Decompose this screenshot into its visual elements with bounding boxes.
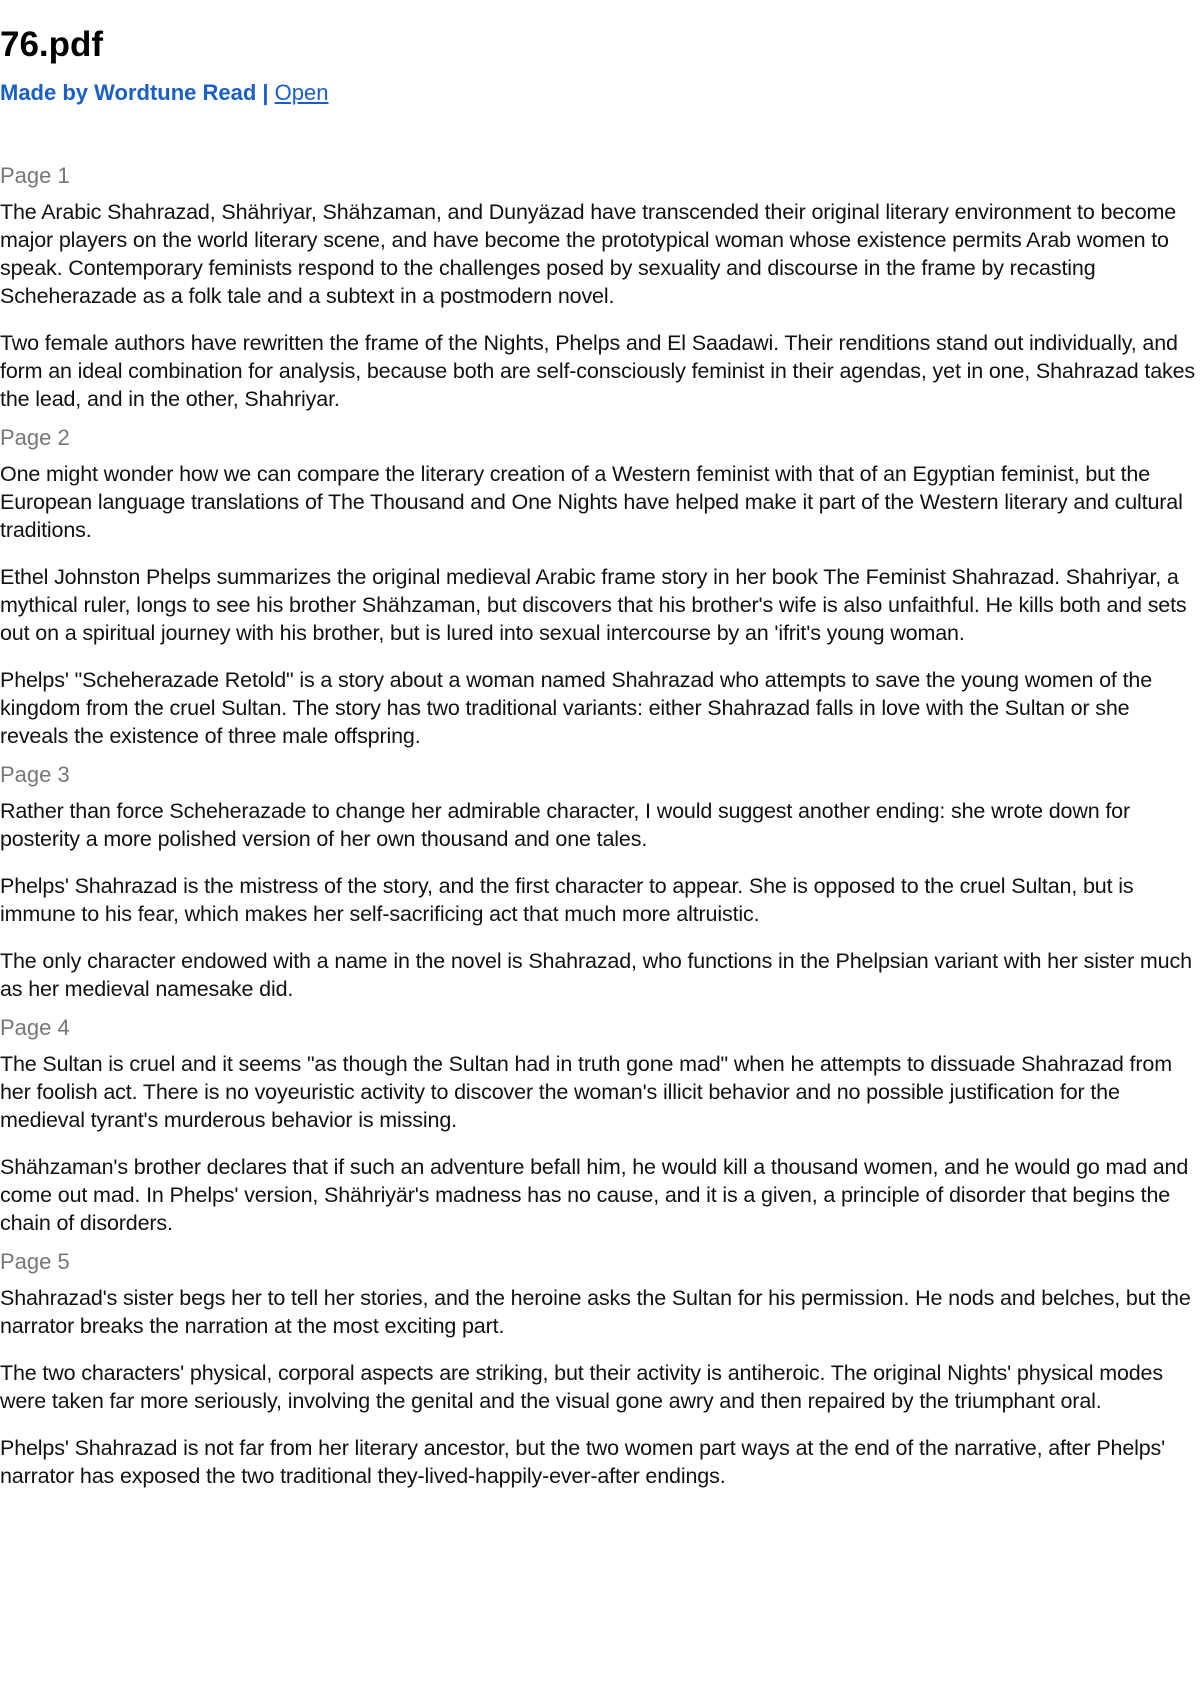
page-section-4 bbox=[0, 1014, 1200, 1237]
paragraph: Shahrazad's sister begs her to tell her stories, and the heroine asks the Sultan for his permission. He nods and belches, but the narrator breaks the narration at the most exciting part. bbox=[0, 1286, 1191, 1338]
page-label: Page 1 bbox=[0, 163, 70, 188]
paragraph: Phelps' "Scheherazade Retold" is a story about a woman named Shahrazad who attempts to save the young women of the kingdom from the cruel Sultan. The story has two traditional variants: either Shahrazad falls in love with the Sultan or she reveals the existence of three male offspring. bbox=[0, 668, 1153, 748]
page-label: Page 3 bbox=[0, 762, 70, 787]
made-by-label: Made by Wordtune Read | bbox=[0, 80, 275, 105]
paragraph: The two characters' physical, corporal aspects are striking, but their activity is antiheroic. The original Nights' physical modes were taken far more seriously, involving the genital and the visual gone awry and then repaired by the triumphant oral. bbox=[0, 1361, 1163, 1413]
page-label: Page 5 bbox=[0, 1249, 70, 1274]
paragraph: Phelps' Shahrazad is the mistress of the story, and the first character to appear. She is opposed to the cruel Sultan, but is immune to his fear, which makes her self-sacrificing act that much more altruistic. bbox=[0, 874, 1134, 926]
paragraph: Phelps' Shahrazad is not far from her literary ancestor, but the two women part ways at the end of the narrative, after Phelps' narrator has exposed the two traditional they-lived-happily-ever-after endings. bbox=[0, 1436, 1166, 1488]
paragraph: The Arabic Shahrazad, Shähriyar, Shähzaman, and Dunyäzad have transcended their original literary environment to become major players on the world literary scene, and have become the prototypical woman whose existence permits Arab women to speak. Contemporary feminists respond to the challenges posed by sexuality and discourse in the frame by recasting Scheherazade as a folk tale and a subtext in a postmodern novel. bbox=[0, 200, 1177, 308]
page-section-5 bbox=[0, 1248, 1200, 1490]
paragraph: Two female authors have rewritten the frame of the Nights, Phelps and El Saadawi. Their renditions stand out individually, and form an ideal combination for analysis, because both are self-consciously feminist in their agendas, yet in one, Shahrazad takes the lead, and in the other, Shahriyar. bbox=[0, 331, 1196, 411]
paragraph: Shähzaman's brother declares that if such an adventure befall him, he would kill a thousand women, and he would go mad and come out mad. In Phelps' version, Shähriyär's madness has no cause, and it is a given, a principle of disorder that begins the chain of disorders. bbox=[0, 1155, 1189, 1235]
page-section-2 bbox=[0, 424, 1200, 750]
page-section-3 bbox=[0, 761, 1200, 1003]
paragraph: One might wonder how we can compare the literary creation of a Western feminist with that of an Egyptian feminist, but the European language translations of The Thousand and One Nights have helped make it part of the Western literary and cultural traditions. bbox=[0, 462, 1183, 542]
credit-line bbox=[0, 78, 1200, 108]
open-link[interactable]: Open bbox=[274, 80, 329, 105]
document-title: 76.pdf bbox=[0, 25, 104, 64]
page-section-1 bbox=[0, 162, 1200, 413]
paragraph: Rather than force Scheherazade to change her admirable character, I would suggest another ending: she wrote down for posterity a more polished version of her own thousand and one tales. bbox=[0, 799, 1130, 851]
page-label: Page 2 bbox=[0, 425, 70, 450]
paragraph: The only character endowed with a name in the novel is Shahrazad, who functions in the Phelpsian variant with her sister much as her medieval namesake did. bbox=[0, 949, 1192, 1001]
paragraph: The Sultan is cruel and it seems "as though the Sultan had in truth gone mad" when he attempts to dissuade Shahrazad from her foolish act. There is no voyeuristic activity to discover the woman's illicit behavior and no possible justification for the medieval tyrant's murderous behavior is missing. bbox=[0, 1052, 1172, 1132]
summary-content bbox=[0, 162, 1200, 1490]
paragraph: Ethel Johnston Phelps summarizes the original medieval Arabic frame story in her book The Feminist Shahrazad. Shahriyar, a mythical ruler, longs to see his brother Shähzaman, but discovers that his brother's wife is also unfaithful. He kills both and sets out on a spiritual journey with his brother, but is lured into sexual intercourse by an 'ifrit's young woman. bbox=[0, 565, 1187, 645]
page-label: Page 4 bbox=[0, 1015, 70, 1040]
